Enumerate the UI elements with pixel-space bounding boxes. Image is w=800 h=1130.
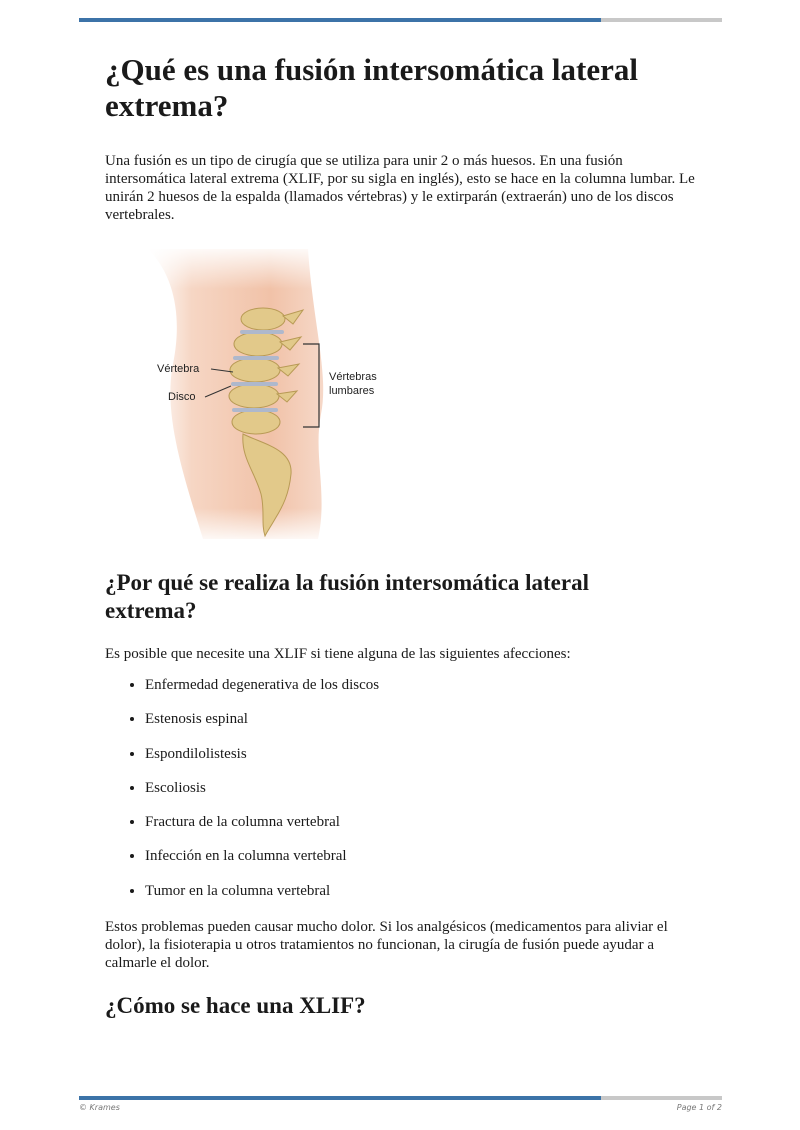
section-heading-why: ¿Por qué se realiza la fusión intersomática lateral extrema?: [105, 570, 589, 623]
list-item: • Estenosis espinal: [145, 710, 379, 744]
intro-paragraph: Una fusión es un tipo de cirugía que se utiliza para unir 2 o más huesos. En una fusión intersomática lateral extrema (XLIF, por su sigla en inglés), esto se hace en la columna lumbar. Le unirán 2 huesos de la espalda (llamados vértebras) y le extirparán (extraerán) uno de los discos vertebrales.: [105, 153, 695, 223]
list-item: • Infección en la columna vertebral: [145, 847, 379, 881]
footer-progress-bar: [79, 1096, 722, 1100]
list-item: • Tumor en la columna vertebral: [145, 882, 379, 916]
lumbar-spine-illustration: [143, 244, 433, 544]
list-item: • Enfermedad degenerativa de los discos: [145, 676, 379, 710]
label-vertebra: Vértebra: [157, 363, 200, 375]
list-item: • Fractura de la columna vertebral: [145, 813, 379, 847]
footer-copyright: © Krames: [79, 1103, 120, 1112]
label-lumbar-line1: Vértebras: [329, 371, 377, 383]
section-lead: Es posible que necesite una XLIF si tiene alguna de las siguientes afecciones:: [105, 646, 571, 662]
footer-progress-fill: [79, 1096, 601, 1100]
page-title: ¿Qué es una fusión intersomática lateral extrema?: [105, 52, 638, 123]
header-progress-bar: [79, 18, 722, 22]
footer-page-number: Page 1 of 2: [676, 1103, 722, 1112]
document-body: [105, 52, 705, 1018]
closing-paragraph: Estos problemas pueden causar mucho dolor. Si los analgésicos (medicamentos para aliviar el dolor), la fisioterapia u otros tratamientos no funcionan, la cirugía de fusión puede ayudar a calmarle el dolor.: [105, 919, 668, 971]
label-disc: Disco: [168, 391, 196, 403]
list-item: • Espondilolistesis: [145, 745, 379, 779]
section-heading-how: ¿Cómo se hace una XLIF?: [105, 993, 366, 1018]
header-progress-fill: [79, 18, 601, 22]
label-lumbar-line2: lumbares: [329, 385, 375, 397]
spine-figure-svg: [143, 244, 433, 544]
list-item: • Escoliosis: [145, 779, 379, 813]
conditions-list: [105, 676, 379, 916]
